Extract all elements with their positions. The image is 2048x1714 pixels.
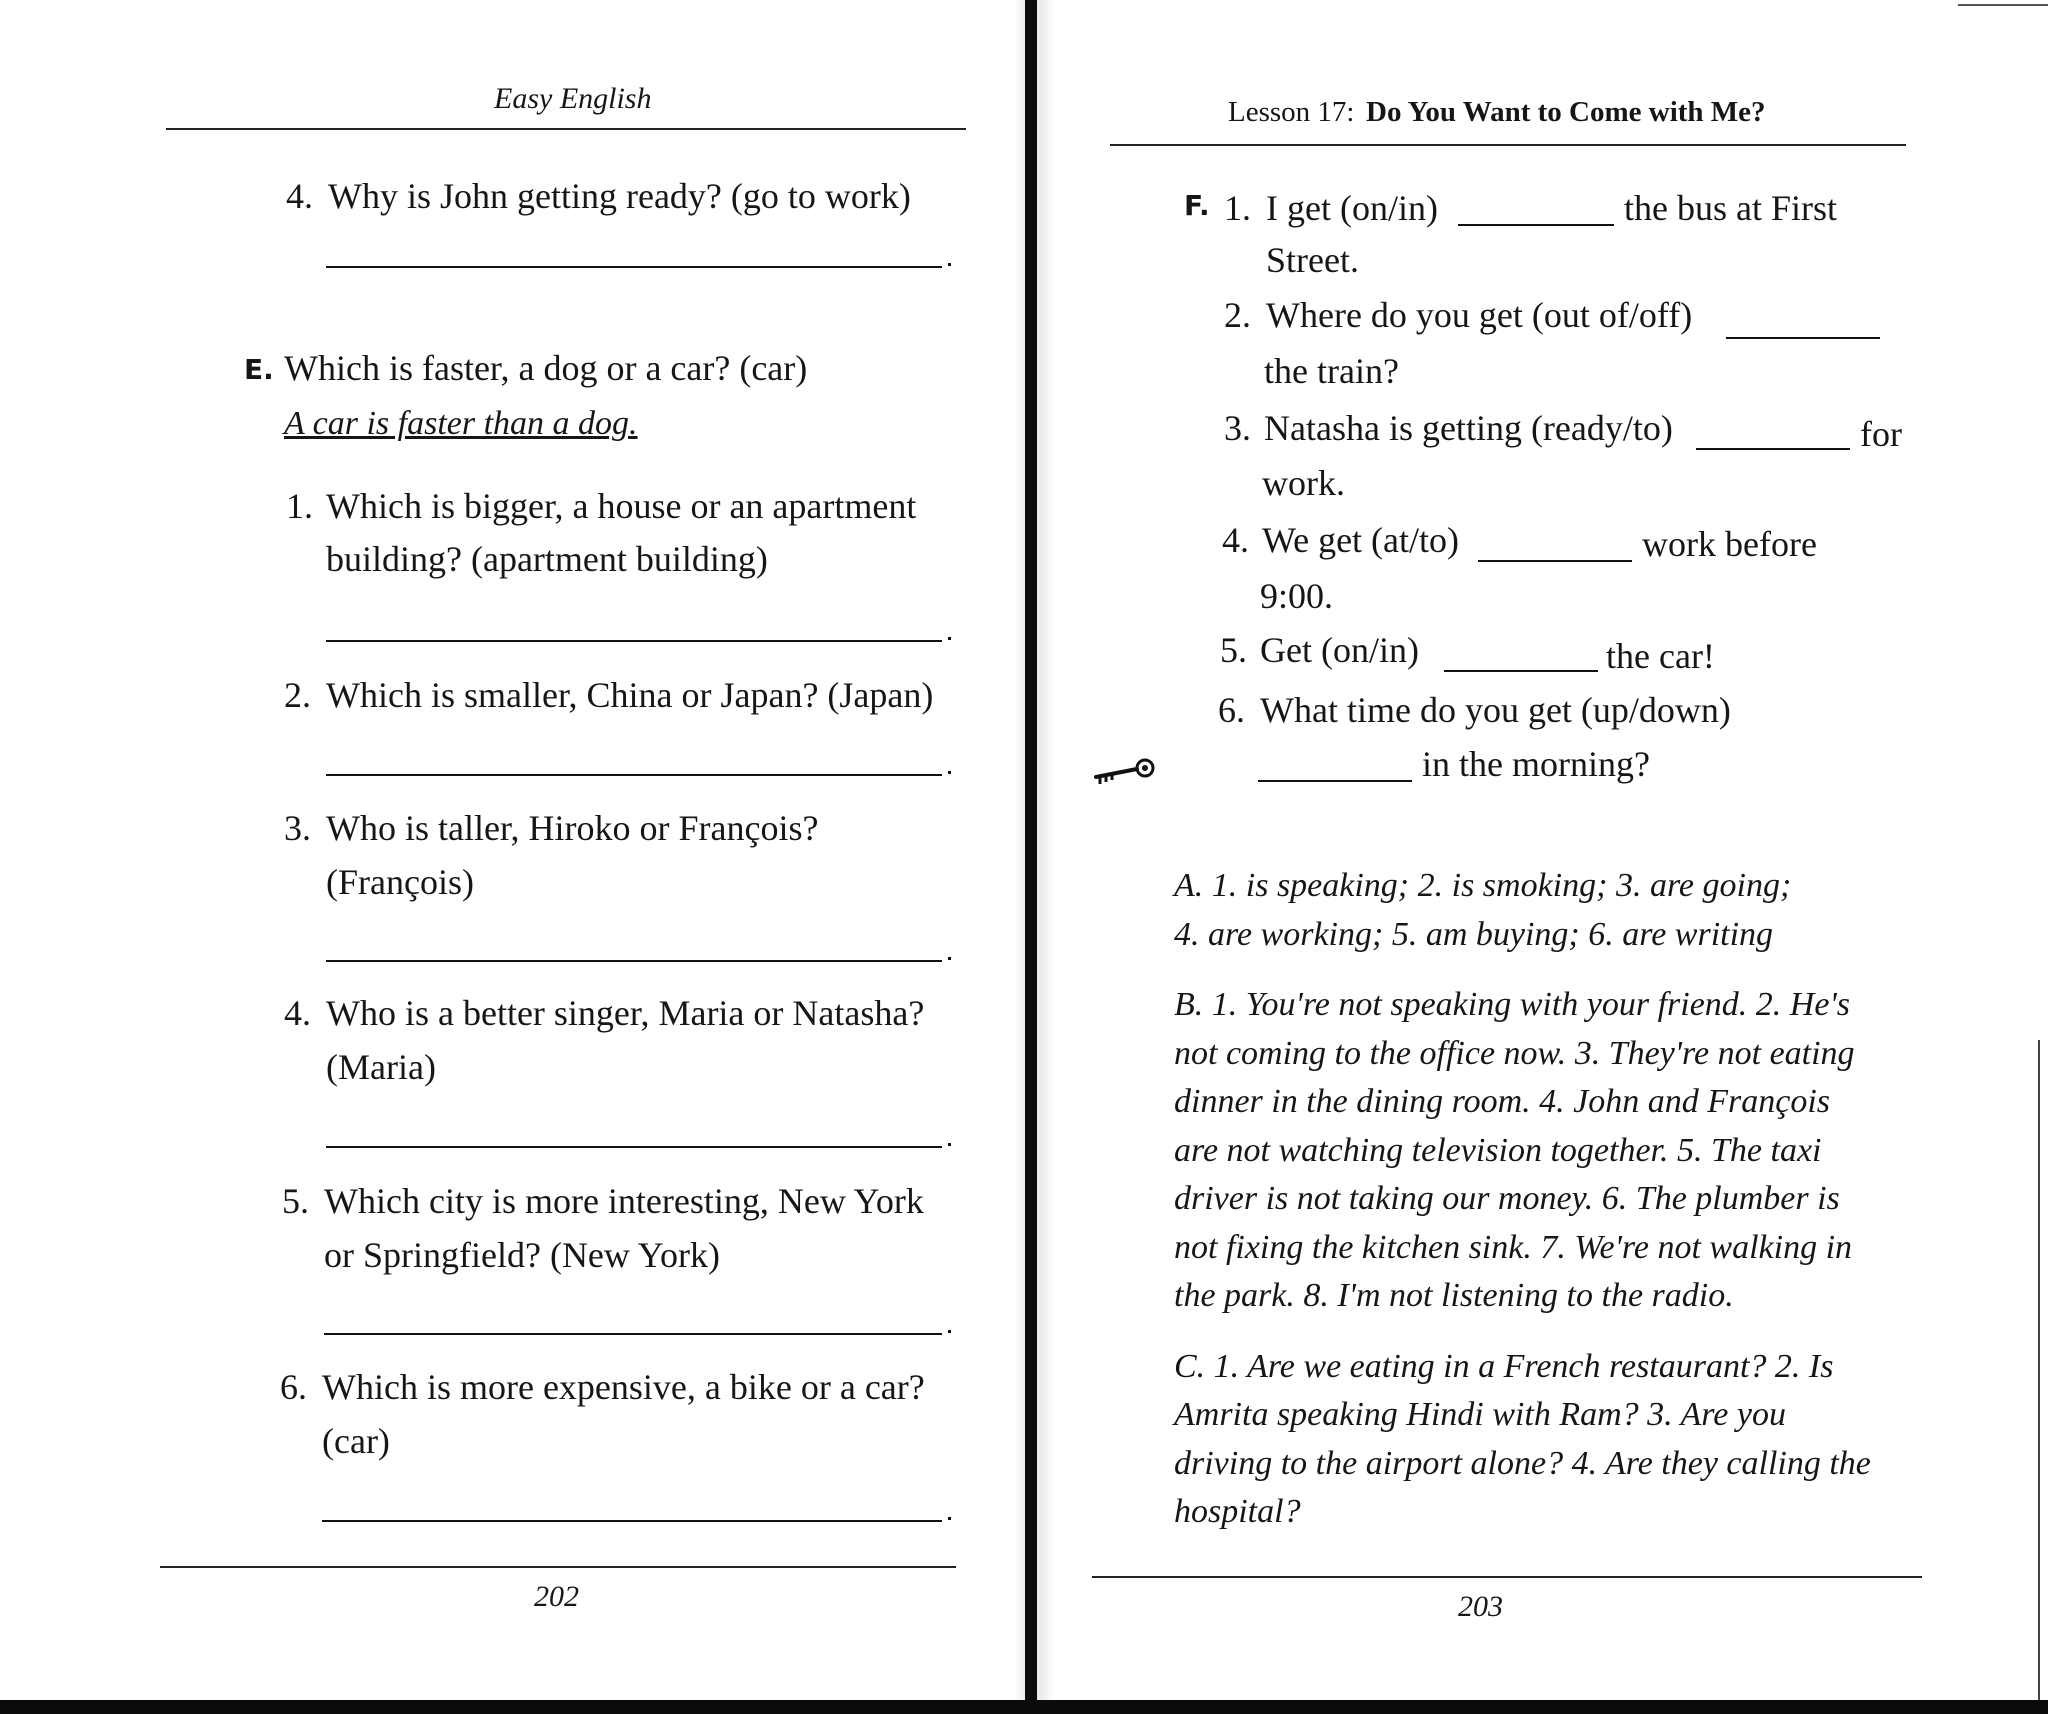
- item-number: 1.: [286, 486, 313, 526]
- question-text: Who is a better singer, Maria or Natasha?: [326, 993, 925, 1033]
- item-number: 6.: [1218, 690, 1245, 730]
- answer-blank[interactable]: [326, 266, 942, 268]
- question-text: (car): [322, 1421, 390, 1461]
- running-header-lesson: Lesson 17:: [1228, 96, 1355, 128]
- example-question: Which is faster, a dog or a car? (car): [284, 348, 808, 388]
- answer-line: C. 1. Are we eating in a French restaurant? 2. Is: [1174, 1347, 1834, 1385]
- item-number: 2.: [284, 675, 311, 715]
- question-text: Who is taller, Hiroko or François?: [326, 808, 819, 848]
- question-text: Which city is more interesting, New York: [324, 1181, 924, 1221]
- question-text: in the morning?: [1422, 744, 1650, 784]
- answer-blank[interactable]: [326, 960, 942, 962]
- book-spine: [1025, 0, 1037, 1714]
- question-text: Which is smaller, China or Japan? (Japan): [326, 675, 934, 715]
- question-text: work before: [1642, 524, 1817, 564]
- question-text: Natasha is getting (ready/to): [1264, 408, 1673, 448]
- fill-blank[interactable]: [1258, 780, 1412, 782]
- answer-line: not fixing the kitchen sink. 7. We're not walking in: [1174, 1228, 1853, 1266]
- running-header-title: Do You Want to Come with Me?: [1366, 96, 1766, 128]
- period: [948, 263, 951, 266]
- question-text: Which is more expensive, a bike or a car?: [322, 1367, 925, 1407]
- answer-line: hospital?: [1174, 1493, 1301, 1530]
- item-number: 3.: [284, 808, 311, 848]
- item-number: 1.: [1224, 188, 1251, 228]
- item-number: 2.: [1224, 295, 1251, 335]
- question-text: or Springfield? (New York): [324, 1235, 720, 1275]
- question-text: I get (on/in): [1266, 188, 1438, 228]
- left-page: [0, 0, 1020, 1714]
- fill-blank[interactable]: [1444, 670, 1598, 672]
- period: [948, 637, 951, 640]
- item-number: 3.: [1224, 408, 1251, 448]
- answer-line: driving to the airport alone? 4. Are they calling the: [1174, 1444, 1871, 1482]
- question-text: Street.: [1266, 240, 1359, 280]
- period: [948, 1143, 951, 1146]
- question-text: Why is John getting ready? (go to work): [328, 176, 911, 216]
- key-icon: [1090, 752, 1158, 792]
- question-text: 9:00.: [1260, 576, 1334, 616]
- section-label: F.: [1184, 189, 1210, 222]
- answer-line: the park. 8. I'm not listening to the radio.: [1174, 1277, 1734, 1314]
- item-number: 4.: [286, 176, 313, 216]
- page-number: 203: [1458, 1590, 1503, 1623]
- section-label: E.: [244, 353, 274, 386]
- right-page: [1038, 0, 2048, 1714]
- period: [948, 1330, 951, 1333]
- fill-blank[interactable]: [1696, 448, 1850, 450]
- period: [948, 771, 951, 774]
- question-text: (François): [326, 862, 474, 902]
- answer-key: [1174, 862, 1871, 1537]
- header-rule: [1110, 144, 1906, 146]
- answer-blank[interactable]: [326, 640, 942, 642]
- question-text: What time do you get (up/down): [1260, 690, 1731, 730]
- example-answer: A car is faster than a dog.: [284, 405, 638, 442]
- item-number: 5.: [282, 1181, 309, 1221]
- footer-rule: [160, 1566, 956, 1568]
- header-rule: [166, 128, 966, 130]
- item-number: 6.: [280, 1367, 307, 1407]
- question-text: Get (on/in): [1260, 630, 1419, 670]
- question-text: the bus at First: [1624, 188, 1837, 228]
- question-text: Which is bigger, a house or an apartment: [326, 486, 917, 526]
- question-text: (Maria): [326, 1047, 436, 1087]
- page-number: 202: [534, 1580, 579, 1613]
- answer-blank[interactable]: [326, 774, 942, 776]
- answer-line: driver is not taking our money. 6. The plumber is: [1174, 1180, 1840, 1217]
- answer-blank[interactable]: [326, 1146, 942, 1148]
- question-text: the car!: [1606, 636, 1715, 676]
- question-text: Where do you get (out of/off): [1266, 295, 1693, 335]
- answer-blank[interactable]: [324, 1333, 942, 1335]
- question-text: for: [1860, 414, 1902, 454]
- fill-blank[interactable]: [1726, 337, 1880, 339]
- running-header: Easy English: [494, 82, 652, 115]
- answer-line: are not watching television together. 5. The taxi: [1174, 1131, 1822, 1169]
- answer-line: A. 1. is speaking; 2. is smoking; 3. are going;: [1174, 867, 1792, 904]
- answer-blank[interactable]: [322, 1520, 942, 1522]
- item-number: 4.: [1222, 520, 1249, 560]
- item-number: 5.: [1220, 630, 1247, 670]
- period: [948, 957, 951, 960]
- answer-line: Amrita speaking Hindi with Ram? 3. Are you: [1174, 1396, 1786, 1433]
- question-text: work.: [1262, 463, 1345, 503]
- footer-rule: [1092, 1576, 1922, 1578]
- question-text: building? (apartment building): [326, 539, 768, 579]
- answer-line: 4. are working; 5. am buying; 6. are writing: [1174, 915, 1774, 953]
- fill-blank[interactable]: [1458, 224, 1614, 226]
- question-text: We get (at/to): [1262, 520, 1460, 560]
- question-text: the train?: [1264, 351, 1399, 391]
- answer-line: not coming to the office now. 3. They're not eating: [1174, 1034, 1855, 1072]
- period: [948, 1517, 951, 1520]
- item-number: 4.: [284, 993, 311, 1033]
- answer-line: dinner in the dining room. 4. John and François: [1174, 1083, 1831, 1120]
- fill-blank[interactable]: [1478, 560, 1632, 562]
- answer-line: B. 1. You're not speaking with your friend. 2. He's: [1174, 986, 1850, 1023]
